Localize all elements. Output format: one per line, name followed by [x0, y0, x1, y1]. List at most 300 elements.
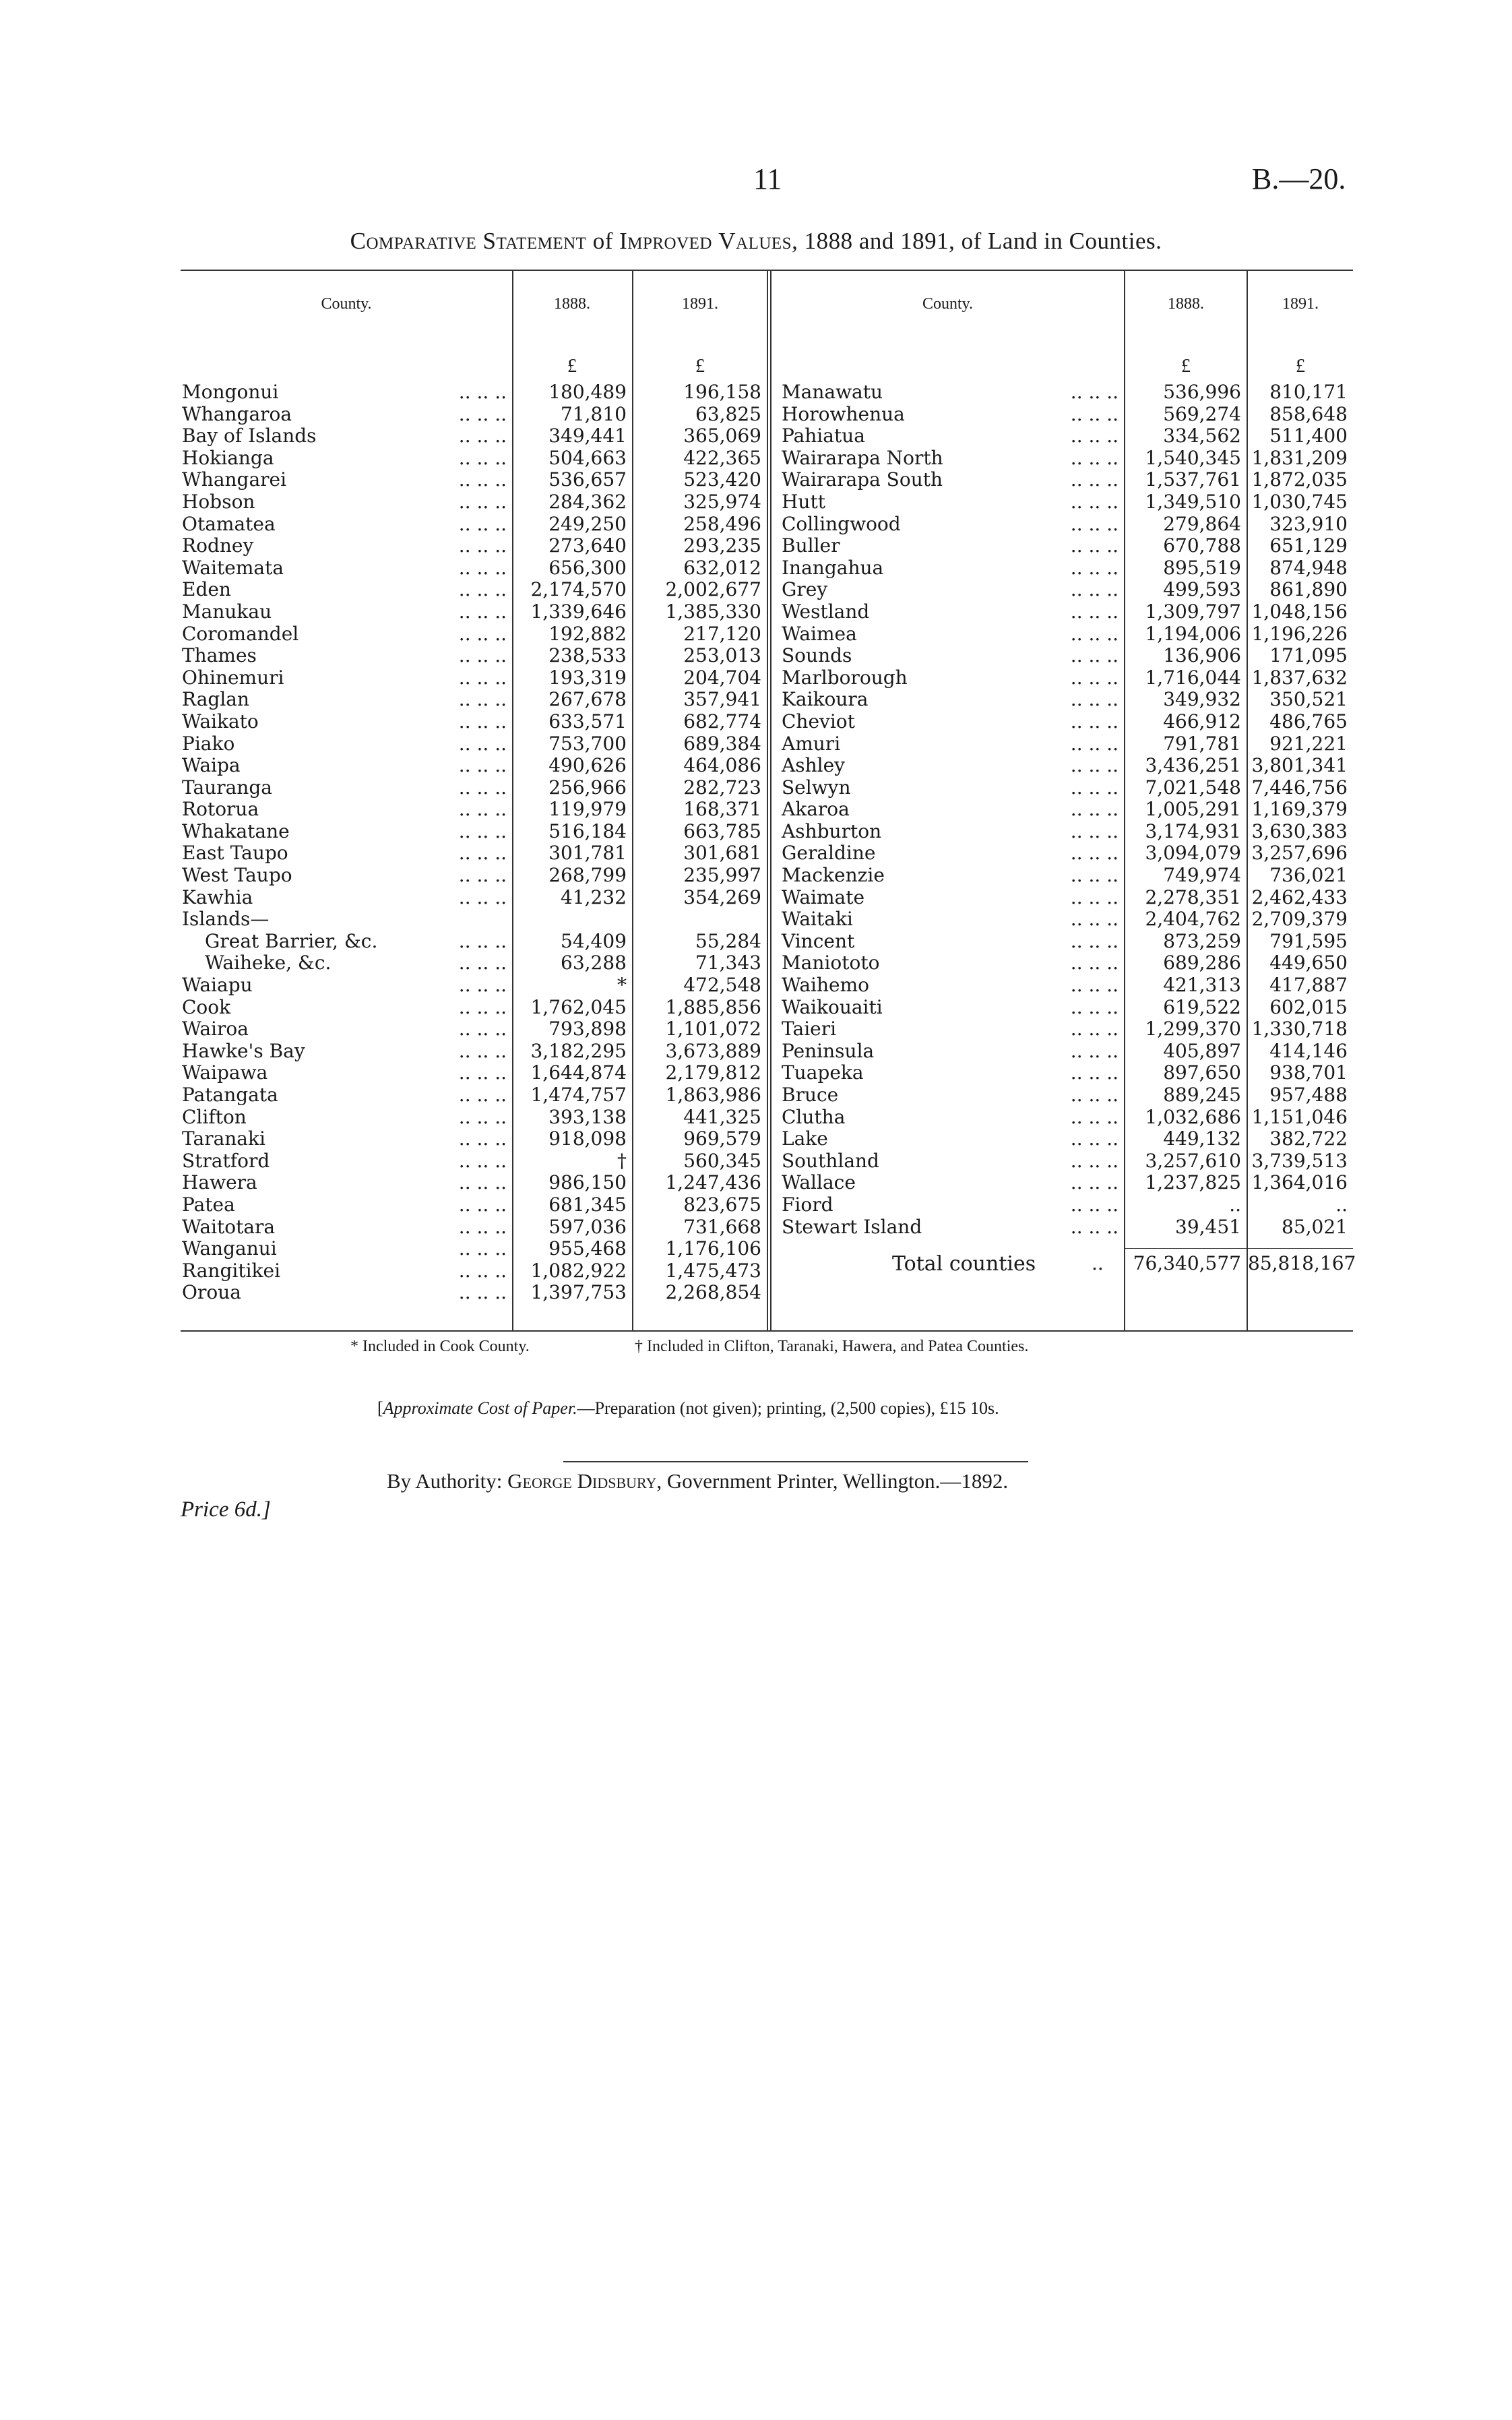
value-cell: 422,365 — [683, 446, 761, 469]
leader-dots: .. .. .. — [458, 886, 507, 908]
value-cell: 354,269 — [683, 886, 761, 908]
value-cell: 1,349,510 — [1145, 490, 1241, 513]
value-cell: 516,184 — [548, 819, 627, 842]
value-cell: 249,250 — [548, 512, 627, 535]
value-cell: 3,801,341 — [1251, 754, 1348, 777]
double-column-rule — [767, 270, 771, 1332]
value-cell: 3,739,513 — [1251, 1149, 1348, 1172]
footnote-star: * Included in Cook County. — [350, 1338, 530, 1355]
left-1891-column — [633, 381, 767, 1304]
currency-symbol: £ — [1296, 356, 1305, 377]
currency-symbol: £ — [695, 356, 705, 377]
county-cell: Waimea — [782, 622, 857, 645]
leader-dots: .. .. .. — [458, 534, 507, 557]
county-cell: Mackenzie — [782, 864, 885, 887]
authority-prefix: By Authority: — [387, 1469, 508, 1493]
county-cell: Wanganui — [182, 1237, 277, 1260]
leader-dots: .. .. .. — [1070, 402, 1119, 425]
right-leader-dots — [920, 381, 1123, 1238]
county-cell: Piako — [182, 732, 235, 755]
value-cell: 365,069 — [683, 425, 761, 447]
leader-dots: .. .. .. — [1070, 556, 1119, 579]
county-cell: Sounds — [782, 644, 852, 667]
header-1888-left: 1888. — [554, 295, 590, 313]
value-cell: 279,864 — [1163, 512, 1241, 535]
county-cell: Whakatane — [182, 819, 290, 842]
county-cell: Pahiatua — [782, 425, 865, 447]
county-cell: Waikato — [182, 710, 259, 733]
leader-dots: .. .. .. — [458, 556, 507, 579]
county-cell: Eden — [182, 578, 231, 601]
value-cell: 267,678 — [548, 688, 627, 711]
leader-dots: .. .. .. — [458, 732, 507, 755]
leader-dots: .. .. .. — [1070, 929, 1119, 952]
title-word: Improved — [619, 228, 712, 254]
leader-dots: .. .. .. — [458, 1237, 507, 1260]
cost-of-paper — [377, 1398, 999, 1419]
value-cell: 651,129 — [1269, 534, 1348, 557]
value-cell: 2,462,433 — [1251, 886, 1348, 908]
leader-dots: .. .. .. — [458, 425, 507, 447]
value-cell: 168,371 — [683, 798, 761, 821]
county-cell: East Taupo — [182, 842, 288, 865]
leader-dots: .. .. .. — [1070, 1127, 1119, 1150]
value-cell: 736,021 — [1269, 864, 1348, 887]
value-cell: 2,268,854 — [665, 1281, 761, 1304]
leader-dots — [309, 908, 511, 931]
county-cell: Hawke's Bay — [182, 1039, 305, 1062]
leader-dots: .. .. .. — [458, 490, 507, 513]
value-cell: 284,362 — [548, 490, 627, 513]
value-cell: 449,650 — [1269, 952, 1348, 974]
county-cell: Wallace — [782, 1171, 856, 1194]
leader-dots: .. .. .. — [1070, 468, 1119, 491]
value-cell: 136,906 — [1163, 644, 1241, 667]
leader-dots: .. .. .. — [1070, 666, 1119, 689]
county-cell: Ohinemuri — [182, 666, 284, 689]
leader-dots: .. .. .. — [1070, 776, 1119, 799]
county-cell: Whangarei — [182, 468, 287, 491]
county-cell: Maniototo — [782, 952, 880, 974]
title-word: Comparative — [350, 228, 477, 254]
county-cell: Waiheke, &c. — [205, 952, 332, 974]
leader-dots: .. .. .. — [458, 1061, 507, 1084]
value-cell: 858,648 — [1269, 402, 1348, 425]
header-1891-left: 1891. — [682, 295, 718, 313]
value-cell: 486,765 — [1269, 710, 1348, 733]
value-cell: 253,013 — [683, 644, 761, 667]
total-1891: 85,818,167 — [1248, 1252, 1356, 1274]
leader-dots: .. .. .. — [1070, 425, 1119, 447]
value-cell: 560,345 — [683, 1149, 761, 1172]
county-cell: Clutha — [782, 1105, 846, 1128]
value-cell: 918,098 — [548, 1127, 627, 1150]
value-cell: 268,799 — [548, 864, 627, 887]
leader-dots: .. .. .. — [458, 798, 507, 821]
value-cell: 3,630,383 — [1251, 819, 1348, 842]
value-cell: .. — [1335, 1193, 1348, 1216]
county-cell: Selwyn — [782, 776, 851, 799]
header-1888-right: 1888. — [1168, 295, 1204, 313]
left-1888-column — [513, 381, 632, 1304]
printer-name: George Didsbury — [507, 1469, 657, 1493]
county-cell: Oroua — [182, 1281, 241, 1304]
title-word: Statement — [482, 228, 587, 254]
county-cell: Rodney — [182, 534, 254, 557]
value-cell: 1,364,016 — [1251, 1171, 1348, 1194]
leader-dots: .. .. .. — [1070, 952, 1119, 974]
leader-dots: .. .. .. — [1070, 644, 1119, 667]
value-cell: 1,151,046 — [1251, 1105, 1348, 1128]
county-cell: Collingwood — [782, 512, 901, 535]
leader-dots: .. .. .. — [1070, 1193, 1119, 1216]
value-cell: 54,409 — [561, 929, 627, 952]
title-word: of — [592, 228, 613, 254]
leader-dots: .. .. .. — [1070, 578, 1119, 601]
value-cell: 71,343 — [695, 952, 761, 974]
county-cell: Tuapeka — [782, 1061, 864, 1084]
value-cell: 414,146 — [1269, 1039, 1348, 1062]
value-cell: 2,404,762 — [1145, 908, 1241, 931]
value-cell: 1,339,646 — [530, 600, 627, 623]
leader-dots: .. .. .. — [458, 446, 507, 469]
value-cell: 273,640 — [548, 534, 627, 557]
value-cell: 256,966 — [548, 776, 627, 799]
county-cell: Clifton — [182, 1105, 247, 1128]
value-cell: 382,722 — [1269, 1127, 1348, 1150]
value-cell: 217,120 — [683, 622, 761, 645]
leader-dots: .. .. .. — [458, 688, 507, 711]
value-cell: 1,330,718 — [1251, 1018, 1348, 1041]
value-cell: 1,237,825 — [1145, 1171, 1241, 1194]
value-cell: 1,837,632 — [1251, 666, 1348, 689]
leader-dots: .. .. .. — [458, 974, 507, 997]
leader-dots: .. .. .. — [1070, 381, 1119, 403]
county-cell: Grey — [782, 578, 828, 601]
leader-dots: .. .. .. — [1070, 1149, 1119, 1172]
value-cell: 282,723 — [683, 776, 761, 799]
leader-dots: .. .. .. — [458, 622, 507, 645]
value-cell: 969,579 — [683, 1127, 761, 1150]
county-cell: Wairoa — [182, 1018, 249, 1041]
cost-text: —Preparation (not given); printing, (2,500 copies), £15 10s. — [577, 1398, 999, 1418]
leader-dots: .. .. .. — [1070, 622, 1119, 645]
value-cell: 3,182,295 — [530, 1039, 627, 1062]
value-cell: 323,910 — [1269, 512, 1348, 535]
county-cell: West Taupo — [182, 864, 292, 887]
currency-symbol: £ — [567, 356, 577, 377]
value-cell: 1,474,757 — [530, 1084, 627, 1106]
value-cell: 861,890 — [1269, 578, 1348, 601]
leader-dots: .. .. .. — [1070, 688, 1119, 711]
county-cell: Lake — [782, 1127, 828, 1150]
value-cell: 1,005,291 — [1145, 798, 1241, 821]
leader-dots: .. .. .. — [1070, 1018, 1119, 1041]
value-cell: 1,030,745 — [1251, 490, 1348, 513]
county-cell: Horowhenua — [782, 402, 905, 425]
value-cell: 731,668 — [683, 1215, 761, 1238]
value-cell: 258,496 — [683, 512, 761, 535]
leader-dots: .. .. .. — [458, 864, 507, 887]
county-cell: Hokianga — [182, 446, 274, 469]
leader-dots: .. .. .. — [458, 1149, 507, 1172]
leader-dots: .. .. .. — [458, 842, 507, 865]
leader-dots: .. .. .. — [1070, 754, 1119, 777]
value-cell: 569,274 — [1163, 402, 1241, 425]
value-cell: 1,032,686 — [1145, 1105, 1241, 1128]
value-cell: 681,345 — [548, 1193, 627, 1216]
county-cell: Hobson — [182, 490, 255, 513]
county-cell: Taranaki — [182, 1127, 265, 1150]
value-cell: 7,021,548 — [1145, 776, 1241, 799]
county-cell: Amuri — [782, 732, 841, 755]
leader-dots: .. .. .. — [1070, 908, 1119, 931]
value-cell: 464,086 — [683, 754, 761, 777]
leader-dots: .. .. .. — [458, 1259, 507, 1282]
title-rest: , 1888 and 1891, of Land in Counties. — [792, 228, 1162, 254]
county-cell: Buller — [782, 534, 840, 557]
total-rule — [1125, 1248, 1353, 1249]
county-cell: Tauranga — [182, 776, 272, 799]
value-cell: 663,785 — [683, 819, 761, 842]
header-1891-right: 1891. — [1282, 295, 1319, 313]
county-cell: Marlborough — [782, 666, 908, 689]
county-cell: Akaroa — [782, 798, 850, 821]
value-cell: 619,522 — [1163, 995, 1241, 1018]
county-cell: Waitotara — [182, 1215, 276, 1238]
value-cell: 2,174,570 — [530, 578, 627, 601]
value-cell — [513, 908, 632, 931]
leader-dots: .. .. .. — [458, 644, 507, 667]
value-cell: 55,284 — [695, 929, 761, 952]
county-cell: Great Barrier, &c. — [205, 929, 378, 952]
authority-line — [387, 1469, 1008, 1493]
leader-dots: .. .. .. — [458, 381, 507, 403]
value-cell: 1,247,436 — [665, 1171, 761, 1194]
value-cell: * — [617, 974, 627, 997]
value-cell: 955,468 — [548, 1237, 627, 1260]
total-1888: 76,340,577 — [1133, 1252, 1241, 1274]
county-cell: Southland — [782, 1149, 879, 1172]
leader-dots: .. .. .. — [458, 929, 507, 952]
value-cell: 1,309,797 — [1145, 600, 1241, 623]
leader-dots: .. .. .. — [458, 754, 507, 777]
value-cell: 3,257,610 — [1145, 1149, 1241, 1172]
leader-dots: .. .. .. — [1070, 1061, 1119, 1084]
value-cell: 466,912 — [1163, 710, 1241, 733]
value-cell: 682,774 — [683, 710, 761, 733]
county-cell: Wairarapa South — [782, 468, 943, 491]
value-cell: 1,475,473 — [665, 1259, 761, 1282]
value-cell: 2,002,677 — [665, 578, 761, 601]
value-cell: 85,021 — [1282, 1215, 1348, 1238]
value-cell: 192,882 — [548, 622, 627, 645]
value-cell: 349,932 — [1163, 688, 1241, 711]
footnote-dagger: † Included in Clifton, Taranaki, Hawera, and Patea Counties. — [635, 1338, 1029, 1355]
value-cell: 749,974 — [1163, 864, 1241, 887]
leader-dots: .. .. .. — [1070, 1215, 1119, 1238]
value-cell: 2,179,812 — [665, 1061, 761, 1084]
cost-bracket: [ — [377, 1398, 383, 1418]
value-cell: 938,701 — [1269, 1061, 1348, 1084]
value-cell: 41,232 — [561, 886, 627, 908]
county-cell: Stratford — [182, 1149, 270, 1172]
leader-dots: .. .. .. — [1070, 490, 1119, 513]
county-cell: Hutt — [782, 490, 825, 513]
county-cell: Stewart Island — [782, 1215, 922, 1238]
leader-dots: .. .. .. — [1070, 974, 1119, 997]
value-cell: 1,385,330 — [665, 600, 761, 623]
county-cell: Rotorua — [182, 798, 259, 821]
value-cell: 753,700 — [548, 732, 627, 755]
leader-dots: .. .. .. — [1070, 1039, 1119, 1062]
title-word: Values — [718, 228, 792, 254]
value-cell: 689,286 — [1163, 952, 1241, 974]
leader-dots: .. .. .. — [458, 1105, 507, 1128]
values-table — [181, 270, 1356, 1332]
price: Price 6d.] — [181, 1497, 271, 1522]
value-cell: 2,278,351 — [1145, 886, 1241, 908]
right-1888-column — [1125, 381, 1247, 1238]
value-cell: 405,897 — [1163, 1039, 1241, 1062]
value-cell: 986,150 — [548, 1171, 627, 1194]
authority-rule — [563, 1461, 1028, 1462]
value-cell: 791,595 — [1269, 929, 1348, 952]
left-leader-dots — [309, 381, 511, 1304]
value-cell: 957,488 — [1269, 1084, 1348, 1106]
value-cell: 670,788 — [1163, 534, 1241, 557]
leader-dots: .. .. .. — [458, 1084, 507, 1106]
value-cell: 689,384 — [683, 732, 761, 755]
value-cell: 441,325 — [683, 1105, 761, 1128]
value-cell: 301,681 — [683, 842, 761, 865]
value-cell: 3,094,079 — [1145, 842, 1241, 865]
value-cell: 3,436,251 — [1145, 754, 1241, 777]
value-cell: 1,101,072 — [665, 1018, 761, 1041]
county-cell: Waihemo — [782, 974, 870, 997]
value-cell: 349,441 — [548, 425, 627, 447]
value-cell: 793,898 — [548, 1018, 627, 1041]
leader-dots: .. .. .. — [458, 578, 507, 601]
value-cell: 393,138 — [548, 1105, 627, 1128]
county-cell: Fiord — [782, 1193, 833, 1216]
total-dots: .. — [1092, 1252, 1104, 1274]
county-cell: Coromandel — [182, 622, 299, 645]
leader-dots: .. .. .. — [458, 600, 507, 623]
value-cell: 823,675 — [683, 1193, 761, 1216]
leader-dots: .. .. .. — [1070, 798, 1119, 821]
value-cell: 1,194,006 — [1145, 622, 1241, 645]
leader-dots: .. .. .. — [1070, 710, 1119, 733]
county-cell: Kaikoura — [782, 688, 869, 711]
value-cell: 193,319 — [548, 666, 627, 689]
county-cell: Ashley — [782, 754, 845, 777]
value-cell: 810,171 — [1269, 381, 1348, 403]
value-cell: 119,979 — [548, 798, 627, 821]
county-cell: Otamatea — [182, 512, 276, 535]
leader-dots: .. .. .. — [458, 1127, 507, 1150]
county-cell: Geraldine — [782, 842, 876, 865]
leader-dots: .. .. .. — [1070, 1171, 1119, 1194]
leader-dots: .. .. .. — [1070, 886, 1119, 908]
value-cell: 235,997 — [683, 864, 761, 887]
value-cell: 39,451 — [1175, 1215, 1241, 1238]
leader-dots: .. .. .. — [1070, 864, 1119, 887]
value-cell: 334,562 — [1163, 425, 1241, 447]
county-cell: Westland — [782, 600, 870, 623]
value-cell: 63,825 — [695, 402, 761, 425]
county-cell: Waiapu — [182, 974, 253, 997]
county-cell: Kawhia — [182, 886, 253, 908]
county-cell: Patangata — [182, 1084, 278, 1106]
county-cell: Patea — [182, 1193, 235, 1216]
value-cell: 597,036 — [548, 1215, 627, 1238]
value-cell: 301,781 — [548, 842, 627, 865]
value-cell: 204,704 — [683, 666, 761, 689]
value-cell: 238,533 — [548, 644, 627, 667]
currency-symbol: £ — [1181, 356, 1191, 377]
value-cell: 3,673,889 — [665, 1039, 761, 1062]
value-cell: 1,176,106 — [665, 1237, 761, 1260]
leader-dots: .. .. .. — [1070, 842, 1119, 865]
leader-dots: .. .. .. — [458, 1171, 507, 1194]
value-cell: 1,082,922 — [530, 1259, 627, 1282]
leader-dots: .. .. .. — [1070, 534, 1119, 557]
county-cell: Ashburton — [782, 819, 882, 842]
header-county-left: County. — [321, 295, 372, 313]
value-cell: 2,709,379 — [1251, 908, 1348, 931]
value-cell: 1,863,986 — [665, 1084, 761, 1106]
county-cell: Cheviot — [782, 710, 855, 733]
value-cell: 357,941 — [683, 688, 761, 711]
value-cell: 1,169,379 — [1251, 798, 1348, 821]
county-cell: Inangahua — [782, 556, 884, 579]
value-cell: 633,571 — [548, 710, 627, 733]
value-cell: 1,397,753 — [530, 1281, 627, 1304]
leader-dots: .. .. .. — [1070, 819, 1119, 842]
value-cell: 1,762,045 — [530, 995, 627, 1018]
value-cell: 472,548 — [683, 974, 761, 997]
leader-dots: .. .. .. — [458, 402, 507, 425]
page-title — [0, 228, 1512, 255]
county-cell: Hawera — [182, 1171, 257, 1194]
value-cell: 1,299,370 — [1145, 1018, 1241, 1041]
county-cell: Waitaki — [782, 908, 853, 931]
value-cell: 171,095 — [1269, 644, 1348, 667]
value-cell: 791,781 — [1163, 732, 1241, 755]
county-cell: Waitemata — [182, 556, 284, 579]
leader-dots: .. .. .. — [1070, 446, 1119, 469]
value-cell: 293,235 — [683, 534, 761, 557]
county-cell: Thames — [182, 644, 257, 667]
leader-dots: .. .. .. — [458, 776, 507, 799]
page-number: 11 — [753, 162, 782, 195]
value-cell: 1,716,044 — [1145, 666, 1241, 689]
value-cell: 536,657 — [548, 468, 627, 491]
value-cell: 1,831,209 — [1251, 446, 1348, 469]
leader-dots: .. .. .. — [1070, 1084, 1119, 1106]
leader-dots: .. .. .. — [1070, 732, 1119, 755]
county-cell: Taieri — [782, 1018, 837, 1041]
leader-dots: .. .. .. — [1070, 1105, 1119, 1128]
county-cell: Manawatu — [782, 381, 883, 403]
leader-dots: .. .. .. — [458, 1281, 507, 1304]
leader-dots: .. .. .. — [458, 710, 507, 733]
document-reference: B.—20. — [1252, 162, 1346, 195]
county-cell: Waikouaiti — [782, 995, 883, 1018]
cost-label: Approximate Cost of Paper. — [383, 1398, 577, 1418]
value-cell: 921,221 — [1269, 732, 1348, 755]
